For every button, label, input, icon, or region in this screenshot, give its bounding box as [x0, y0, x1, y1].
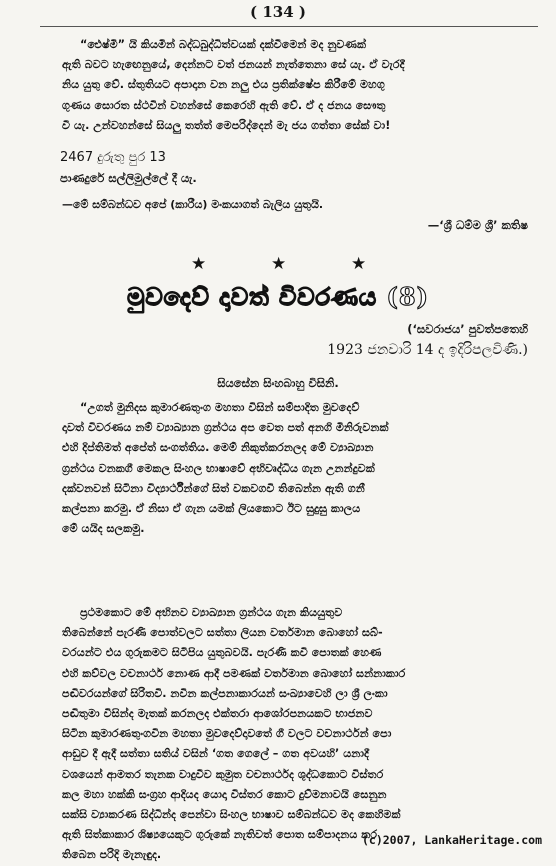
text-line: කල්පනා කරමු. ඒ නිසා ඒ ගැන යමක් ලියකොට ඊට සුදුසු කාලය	[62, 502, 361, 516]
author-line: සියසේන සිංහබාහු විසිනි.	[217, 376, 339, 390]
text-line: වශයෙන් ආමතර තැනක වාදුවීව කුමුත වචනාර්ථද ශුද්ධකොට විස්තර	[62, 767, 384, 781]
text-line: “උගත් මුනිදස කුමාරණතුංග මහතා විසින් සම්පාදිත මුවදෙව්	[80, 401, 360, 414]
text-line: ඇති සිත්කාකාර ශිෂ්‍යයෙකුට ගුරුකේ නැතිවත් පොත සම්පාදනය කර	[62, 828, 378, 842]
text-line: “ඓෂ්මි” යි කියමින් බද්ධබුද්ධිත්වයක් දක්වීමෙන් මද නුවණක්	[80, 38, 367, 51]
text-line: දක්වනවන් සිටිනා විද්‍යාර්ථීන්ගේ සිත් වකවගවී තිබෙන්න ඇති ගනී	[62, 481, 365, 495]
note-line: —මේ සම්බන්ධව අපේ (කාරීය) මංකයාගත් බැලිය යුතුයි.	[62, 198, 324, 211]
text-line: කල මහා හක්කි සංග්‍රහ ආදියද යොදා විස්තර කොට දුව්මනාවයි සෙනුන	[62, 787, 387, 801]
text-line: එහි කව්වල වචනාර්ථ නොණ ආදී පමණක් වර්තමාන බොහෝ සන්නාකාර	[62, 666, 406, 680]
star-icon: ★	[191, 254, 207, 274]
paragraph-opening	[62, 35, 538, 136]
source-date: 1923 ජනවාරි 14 ද ඉදිරිපලවිණි.)	[327, 342, 528, 358]
text-line: ග්‍රන්ථය ව‍නකගී මෙකල සිංහල භාෂාවේ අභිවෘද්ධිය ගැන උනන්දුවක්	[62, 461, 375, 475]
source-publication: (‘සවරාජය’ පුවත්පතෙහි	[407, 322, 528, 336]
text-line: තිබෙන පරිදි මැනැඳුද.	[62, 848, 162, 862]
text-line: දාවත් විවරණය නම් ව්‍යාඛ්‍යාන ග්‍රන්ථය අප වෙත පත් අනගි මිනිරුවනක්	[62, 421, 389, 435]
text-line: සක්සි ව්‍යාකරණ සිද්ධීන්ද පෙන්වා සිංහල භාෂාව සම්බන්ධව මද කෙහිමක්	[62, 808, 401, 822]
section-divider	[0, 254, 556, 274]
text-line: ගුණය සොරත ස්ථවීන් වහන්සේ කෙරෙහි ඇති වේ. ඒ ද ජනය සෞතු	[62, 98, 386, 112]
text-line: වී යැ. උන්වහන්සේ සියලු තත්ත් මෙපරිද්දෙන් මැ ජය ගත්තා සේක් වා!	[62, 118, 391, 132]
text-line: එහි දිප්තිමත් අපේත් සංගත්තිය. මෙම් නිකුත්කරනලද මේ ව්‍යාඛ්‍යාන	[62, 441, 374, 455]
text-line: ඇති බවට හැඟෙනුයේ, දෙන්නට වත් ජනයන් නැත්තෙනා සේ යැ. ඒ වැරදී	[62, 58, 405, 72]
star-icon: ★	[351, 254, 367, 274]
place-line: පාණදුරේ සල්ලිමුල්ලේ දී යැ.	[60, 171, 197, 185]
page-number: ( 134 )	[250, 3, 306, 21]
text-line: වරයන්ට එය ගුරුකමට සිටිපිය යුතුබවයි. පැරණි කවි පොතක් හෙණ	[62, 646, 382, 660]
article-title: මුවදෙව් දාවත් විවරණය (8)	[127, 282, 429, 311]
paragraph-body	[62, 603, 538, 866]
text-line: මේ යයිද සලකමු.	[62, 522, 145, 536]
text-line: පඬිවරයන්ගේ සිරිතවී. නවීන කල්පනාකාරයන් සංඛ්‍යාවෙහි ලා ශ්‍රී ලංකා	[62, 686, 388, 700]
header-rule	[40, 26, 538, 27]
text-line: නිය යුතු වේ. ස්තුතියට අපාදාන වන නලු එය ප්‍රතික්ෂේප කිරීමේ මහගු	[62, 78, 385, 92]
text-line: ප්‍රථමකොට මේ අභිනව ව්‍යාඛ්‍යාන ග්‍රන්ථය ගැන කියයුතුව	[80, 606, 343, 619]
star-icon: ★	[271, 254, 287, 274]
text-line: තිබෙන්නේ පැරණි පොත්වලට සත්තා ලියන වර්තමාන බොහෝ සබ්-	[62, 626, 383, 640]
text-line: සිටින කුමාරණතුංගවින මහතා මුවදෙව්දාවතේ ගී වලට වචනාර්ථන් පො	[62, 727, 392, 741]
paragraph-intro	[62, 398, 538, 539]
text-line: ආඩුව දී ඇදී සත්තා සතිය් වසින් ‘ගත ගෙලේ – ගත අවය‍හි’ යනාදී	[62, 747, 369, 761]
signature: —‘ශ්‍රී ධම්ම ශ්‍රී’ කතිෂ	[427, 218, 528, 232]
copyright-footer: (c)2007, LankaHeritage.com	[361, 833, 542, 847]
date-line: 2467 දුරුතු පුර 13	[60, 150, 166, 165]
text-line: පඬිතුමා විසින්ද මැතක් කරනලද එක්තරා ආශෝරපනයකට භාජනව	[62, 707, 373, 721]
